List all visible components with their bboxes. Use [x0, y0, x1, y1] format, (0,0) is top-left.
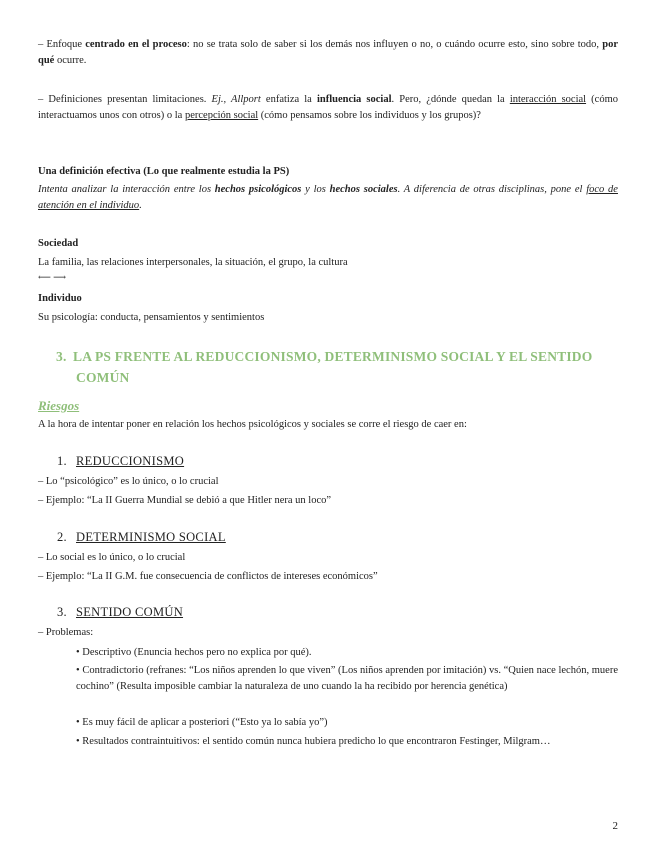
- subheading-text: SENTIDO COMÚN: [76, 605, 184, 619]
- underlined-run: interacción social: [509, 94, 587, 105]
- text-run: (cómo pensamos sobre los individuos y los grupos)?: [258, 110, 481, 122]
- bullet-contradictorio: • Contradictorio (refranes: “Los niños aprenden lo que viven” (Los niños aprenden por imitación) vs. “Quien nace lechón, muere cochino” (Resulta imposible cambiar la naturaleza de uno cuando la ha recibido por herencia genética): [76, 665, 618, 693]
- text-run: y los: [301, 184, 330, 195]
- subheading-reduccionismo: [57, 452, 618, 471]
- reduccionismo-line-2: – Ejemplo: “La II Guerra Mundial se debió a que Hitler nera un loco”: [38, 495, 332, 506]
- riesgos-heading: Riesgos: [38, 398, 80, 413]
- subheading-sentido-comun: [57, 603, 618, 622]
- bold-run: por qué: [38, 39, 618, 67]
- individuo-text: Su psicología: conducta, pensamientos y sentimientos: [38, 312, 265, 323]
- subheading-determinismo: [57, 528, 618, 547]
- individuo-heading: Individuo: [38, 293, 82, 304]
- subheading-text: REDUCCIONISMO: [76, 454, 185, 468]
- paragraph-enfoque: [38, 37, 618, 70]
- bold-run: centrado en el proceso: [85, 39, 187, 50]
- text-run: . A diferencia de otras disciplinas, pone el: [397, 184, 587, 195]
- text-run: Intenta analizar la interacción entre los: [38, 184, 215, 195]
- bold-run: influencia social: [316, 94, 392, 105]
- bullet-descriptivo: • Descriptivo (Enuncia hechos pero no explica por qué).: [76, 647, 312, 658]
- determinismo-line-2: – Ejemplo: “La II G.M. fue consecuencia de conflictos de intereses económicos”: [38, 571, 378, 582]
- text-run: (cómo interactuamos unos con otros) o la: [38, 94, 619, 122]
- bold-run: hechos psicológicos: [214, 184, 302, 195]
- riesgos-text: A la hora de intentar poner en relación los hechos psicológicos y sociales se corre el riesgo de caer en:: [38, 419, 467, 430]
- subheading-text: DETERMINISMO SOCIAL: [76, 530, 226, 544]
- sociedad-heading: Sociedad: [38, 238, 79, 249]
- sociedad-text: La familia, las relaciones interpersonales, la situación, el grupo, la cultura: [38, 257, 348, 268]
- subheading-number: 2.: [57, 530, 67, 544]
- paragraph-definiciones: [38, 92, 618, 125]
- section-title-text: LA PS FRENTE AL REDUCCIONISMO, DETERMINISMO SOCIAL Y EL SENTIDO COMÚN: [73, 349, 593, 385]
- determinismo-line-1: – Lo social es lo único, o lo crucial: [38, 552, 186, 563]
- subheading-number: 1.: [57, 454, 67, 468]
- text-run: .: [139, 200, 142, 212]
- underlined-run: percepción social: [184, 110, 259, 122]
- definition-heading: Una definición efectiva (Lo que realmente estudia la PS): [38, 166, 290, 177]
- section-3-title: [56, 347, 618, 389]
- sentido-comun-line-1: – Problemas:: [38, 627, 94, 638]
- underlined-run: foco de atención en el individuo: [38, 184, 618, 212]
- text-run: – Enfoque: [38, 39, 86, 50]
- subheading-number: 3.: [57, 605, 67, 619]
- reduccionismo-line-1: – Lo “psicológico” es lo único, o lo crucial: [38, 476, 219, 487]
- text-run: : no se trata solo de saber si los demás nos influyen o no, o cuándo ocurre esto, sino sobre todo,: [186, 39, 603, 50]
- page-number: 2: [612, 820, 618, 832]
- text-run: – Definiciones presentan limitaciones.: [38, 94, 212, 105]
- bullet-a-posteriori: • Es muy fácil de aplicar a posteriori (“Esto ya lo sabía yo”): [76, 717, 328, 728]
- text-run: ocurre.: [54, 55, 87, 67]
- text-run: enfatiza la: [260, 94, 317, 105]
- section-number: 3.: [56, 349, 67, 364]
- bullet-contraintuitivos: • Resultados contraintuitivos: el sentido común nunca hubiera predicho lo que encontraron Festinger, Milgram…: [76, 736, 551, 747]
- definition-paragraph: [38, 182, 618, 215]
- bold-run: hechos sociales: [329, 184, 398, 195]
- text-run: . Pero, ¿dónde quedan la: [391, 94, 510, 105]
- double-arrow-icon: ⟵ ⟶: [38, 272, 67, 282]
- italic-run: Ej., Allport: [211, 94, 261, 105]
